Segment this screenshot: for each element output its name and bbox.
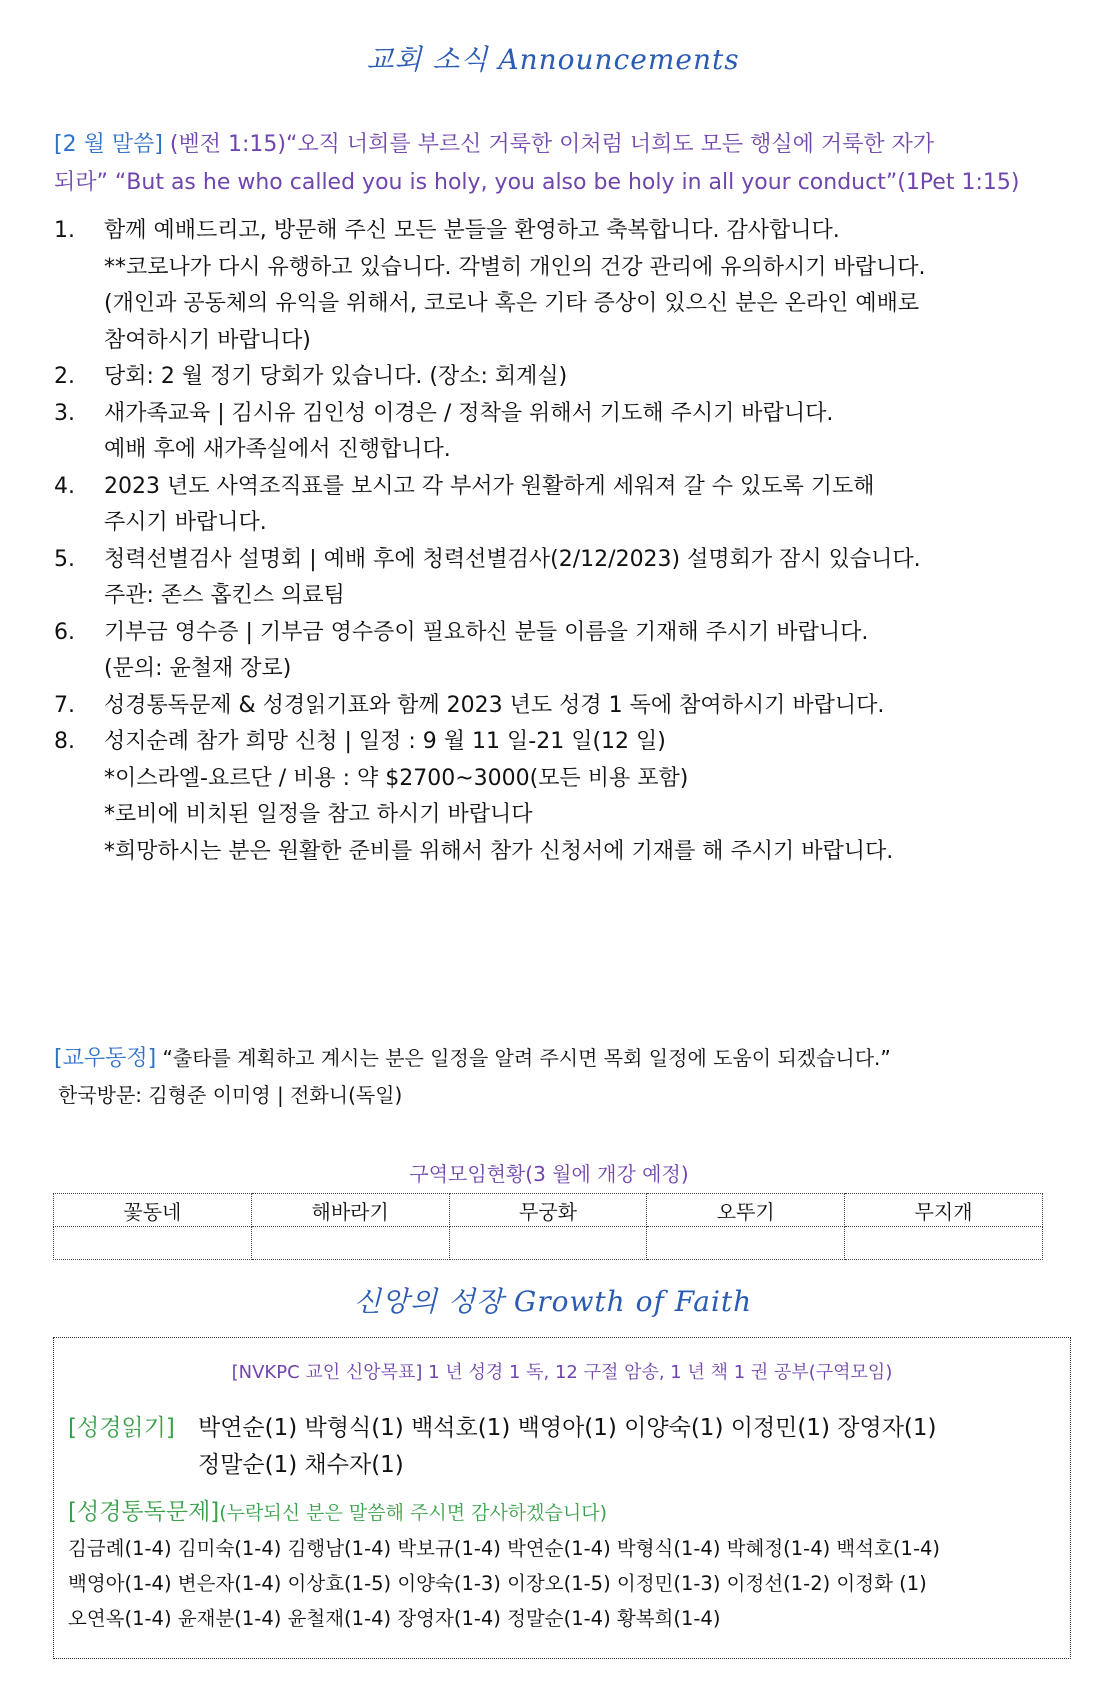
announcement-number: 1.	[54, 218, 75, 243]
verse-reference: (벧전 1:15)	[162, 132, 286, 157]
announcement-body	[104, 615, 1064, 688]
announcement-item	[54, 724, 1064, 870]
announcement-body	[104, 542, 1064, 615]
verse-korean-line1: “오직 너희를 부르신 거룩한 이처럼 너희도 모든 행실에 거룩한 자가	[285, 132, 935, 157]
announcement-body	[104, 469, 1064, 542]
group-cell	[54, 1227, 252, 1260]
bible-reading-tag: [성경읽기]	[68, 1415, 175, 1441]
bible-reading-names	[198, 1410, 1058, 1484]
bible-reading	[68, 1410, 1058, 1484]
faith-goal: [NVKPC 교인 신앙목표] 1 년 성경 1 독, 12 구절 암송, 1 년 책 1 권 공부(구역모임)	[231, 1362, 893, 1383]
announcement-line: 2023 년도 사역조직표를 보시고 각 부서가 원활하게 세워져 갈 수 있도록 기도해	[104, 473, 875, 499]
announcements-title: 교회 소식 Announcements	[366, 43, 740, 76]
announcement-number: 6.	[54, 619, 75, 645]
announcement-item	[54, 542, 1064, 615]
group-header: 해바라기	[251, 1194, 449, 1227]
group-header: 오뚜기	[647, 1194, 845, 1227]
announcement-line: *희망하시는 분은 원활한 준비를 위해서 참가 신청서에 기재를 해 주시기 바랍니다.	[104, 838, 894, 864]
announcement-line: 새가족교육 | 김시유 김인성 이경은 / 정착을 위해서 기도해 주시기 바랍니다.	[104, 400, 834, 426]
announcement-body	[104, 396, 1064, 469]
announcement-line: 함께 예배드리고, 방문해 주신 모든 분들을 환영하고 축복합니다. 감사합니다.	[104, 218, 840, 243]
announcement-line: 참여하시기 바랍니다)	[104, 327, 311, 353]
group-header: 무궁화	[449, 1194, 647, 1227]
announcement-line: (개인과 공동체의 유익을 위해서, 코로나 혹은 기타 증상이 있으신 분은 온라인 예배로	[104, 291, 920, 316]
verse-english: “But as he who called you is holy, you also be holy in all your conduct”(1Pet 1:15)	[107, 170, 1020, 195]
group-header: 꽃동네	[54, 1194, 252, 1227]
group-meeting-caption: 구역모임현황(3 월에 개강 예정)	[409, 1162, 689, 1186]
announcement-line: (문의: 윤철재 장로)	[104, 656, 292, 681]
announcement-line: **코로나가 다시 유행하고 있습니다. 각별히 개인의 건강 관리에 유의하시기 바랍니다.	[104, 254, 926, 280]
member-news-text: “출타를 계획하고 계시는 분은 일정을 알려 주시면 목회 일정에 도움이 되겠습니다.”	[156, 1046, 891, 1070]
korea-visit: 한국방문: 김형준 이미영 | 전화니(독일)	[58, 1083, 403, 1107]
announcement-line: 기부금 영수증 | 기부금 영수증이 필요하신 분들 이름을 기재해 주시기 바랍니다.	[104, 619, 869, 645]
group-meeting-table	[53, 1193, 1043, 1260]
announcement-number: 5.	[54, 546, 75, 572]
announcement-number: 3.	[54, 400, 75, 426]
faith-growth-box	[53, 1337, 1071, 1659]
announcement-number: 7.	[54, 692, 75, 718]
group-cell	[251, 1227, 449, 1260]
bible-quiz-line: 오연옥(1-4) 윤재분(1-4) 윤철재(1-4) 장영자(1-4) 정말순(1-4) 황복희(1-4)	[68, 1607, 721, 1630]
bible-quiz-heading	[68, 1493, 607, 1526]
member-news-tag: [교우동정]	[54, 1046, 157, 1071]
bible-quiz-note: (누락되신 분은 말씀해 주시면 감사하겠습니다)	[219, 1502, 607, 1524]
announcement-item	[54, 213, 1064, 359]
bible-quiz-line: 김금례(1-4) 김미숙(1-4) 김행남(1-4) 박보규(1-4) 박연순(1-4) 박형식(1-4) 박혜정(1-4) 백석호(1-4)	[68, 1537, 940, 1560]
group-cell	[449, 1227, 647, 1260]
announcement-item	[54, 469, 1064, 542]
monthly-verse	[54, 126, 1064, 202]
verse-tag: [2 월 말씀]	[54, 132, 163, 157]
verse-korean-line2: 되라”	[54, 170, 108, 195]
announcement-body	[104, 213, 1064, 359]
bible-reading-line: 정말순(1) 채수자(1)	[198, 1452, 404, 1478]
announcement-line: 당회: 2 월 정기 당회가 있습니다. (장소: 회계실)	[104, 364, 568, 389]
announcement-number: 8.	[54, 729, 75, 754]
announcement-item	[54, 688, 1064, 725]
announcement-body	[104, 359, 1064, 396]
group-cell	[647, 1227, 845, 1260]
bible-reading-line: 박연순(1) 박형식(1) 백석호(1) 백영아(1) 이양숙(1) 이정민(1) 장영자(1)	[198, 1415, 937, 1441]
announcement-line: 예배 후에 새가족실에서 진행합니다.	[104, 437, 451, 462]
announcement-item	[54, 615, 1064, 688]
announcement-number: 4.	[54, 473, 75, 499]
announcement-item	[54, 359, 1064, 396]
bible-quiz-names	[68, 1531, 1068, 1636]
announcement-line: 청력선별검사 설명회 | 예배 후에 청력선별검사(2/12/2023) 설명회가 잠시 있습니다.	[104, 546, 921, 572]
bible-quiz-line: 백영아(1-4) 변은자(1-4) 이상효(1-5) 이양숙(1-3) 이장오(1-5) 이정민(1-3) 이정선(1-2) 이정화 (1)	[68, 1572, 927, 1595]
announcement-body	[104, 724, 1064, 870]
announcement-line: 주시기 바랍니다.	[104, 510, 267, 535]
announcement-line: *로비에 비치된 일정을 참고 하시기 바랍니다	[104, 802, 533, 827]
member-news	[54, 1040, 1064, 1113]
announcement-item	[54, 396, 1064, 469]
faith-growth-title: 신앙의 성장 Growth of Faith	[353, 1285, 753, 1318]
announcement-line: 주관: 존스 홉킨스 의료팀	[104, 583, 345, 608]
group-header: 무지개	[845, 1194, 1043, 1227]
announcement-line: *이스라엘-요르단 / 비용 : 약 $2700~3000(모든 비용 포함)	[104, 765, 689, 791]
announcement-list	[54, 213, 1064, 870]
announcement-number: 2.	[54, 364, 75, 389]
announcement-body	[104, 688, 1064, 725]
announcement-line: 성지순례 참가 희망 신청 | 일정 : 9 월 11 일-21 일(12 일)	[104, 729, 666, 754]
announcement-line: 성경통독문제 & 성경읽기표와 함께 2023 년도 성경 1 독에 참여하시기 바랍니다.	[104, 692, 885, 718]
group-cell	[845, 1227, 1043, 1260]
bible-quiz-tag: [성경통독문제]	[68, 1499, 220, 1525]
